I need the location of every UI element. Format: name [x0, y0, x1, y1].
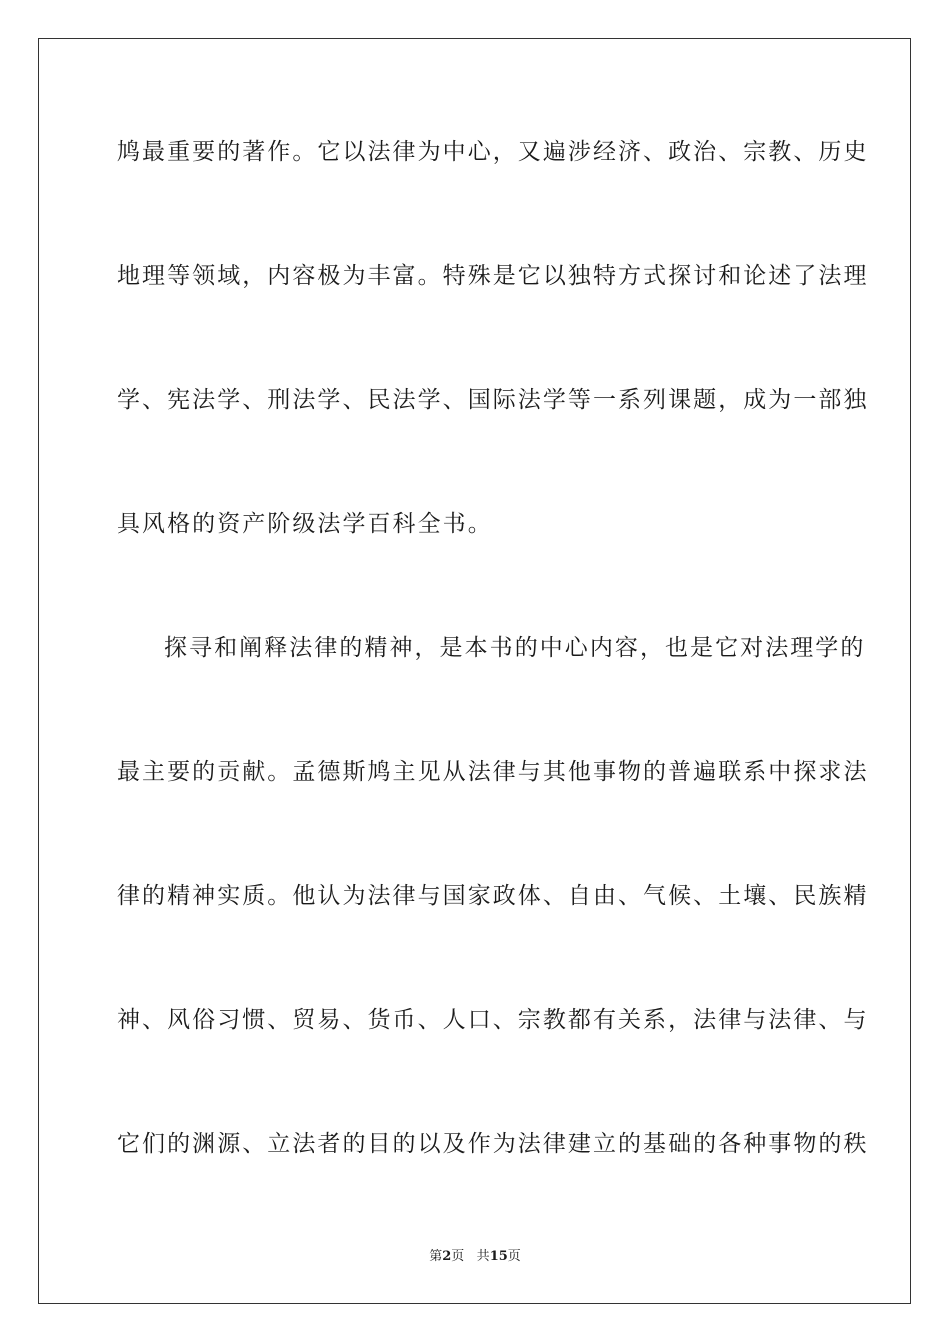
page-suffix: 页: [451, 1249, 465, 1264]
total-suffix: 页: [507, 1249, 521, 1264]
text-line: 鸠最重要的著作。它以法律为中心，又遍涉经济、政治、宗教、历史: [117, 139, 869, 165]
text-line: 地理等领域，内容极为丰富。特殊是它以独特方式探讨和论述了法理: [117, 263, 869, 289]
text-line: 神、风俗习惯、贸易、货币、人口、宗教都有关系，法律与法律、与: [117, 1007, 869, 1033]
text-line: 具风格的资产阶级法学百科全书。: [117, 511, 493, 537]
paragraph-first-line: 探寻和阐释法律的精神，是本书的中心内容，也是它对法理学的: [164, 635, 866, 661]
text-line: 律的精神实质。他认为法律与国家政体、自由、气候、土壤、民族精: [117, 883, 869, 909]
total-pages: 15: [489, 1249, 508, 1264]
page-prefix: 第: [429, 1249, 443, 1264]
page-footer: [0, 1248, 950, 1266]
total-prefix: 共: [476, 1249, 490, 1264]
page-border: [38, 38, 911, 1304]
text-line: 学、宪法学、刑法学、民法学、国际法学等一系列课题，成为一部独: [117, 387, 869, 413]
text-line: 最主要的贡献。孟德斯鸠主见从法律与其他事物的普遍联系中探求法: [117, 759, 869, 785]
text-line: 它们的渊源、立法者的目的以及作为法律建立的基础的各种事物的秩: [117, 1131, 869, 1157]
page-number: 2: [442, 1249, 452, 1264]
